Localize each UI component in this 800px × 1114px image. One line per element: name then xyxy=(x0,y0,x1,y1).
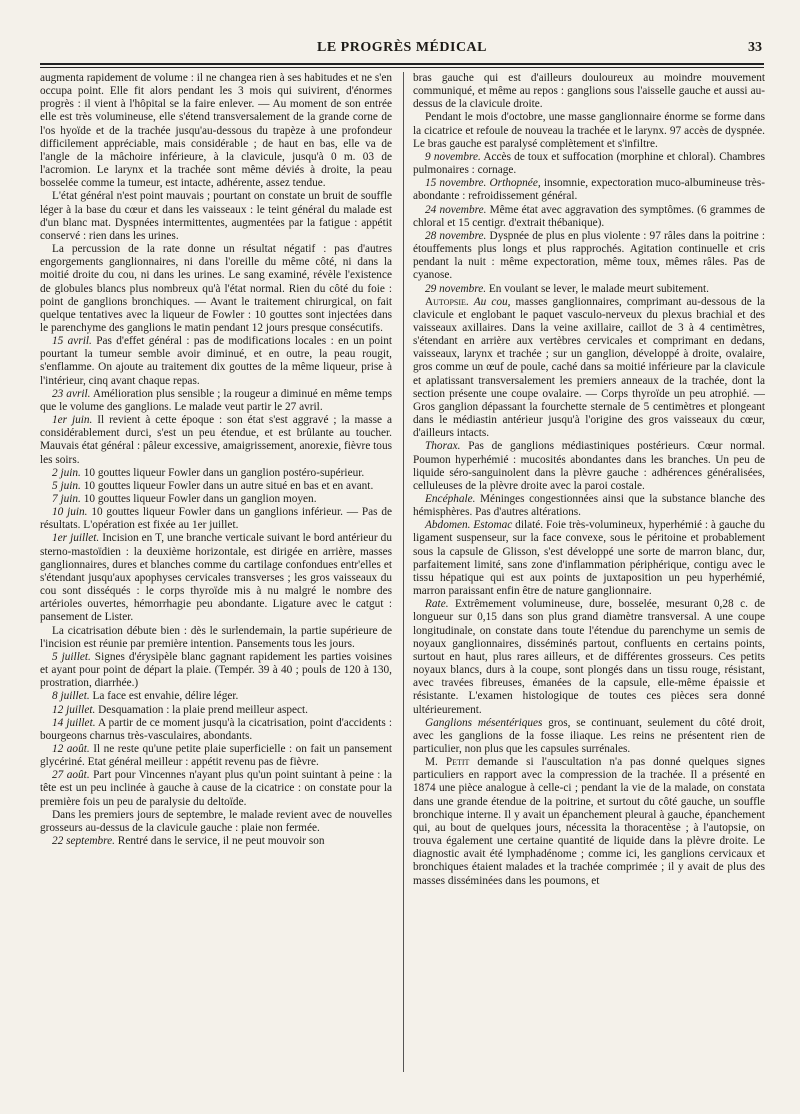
paragraph xyxy=(40,704,392,717)
entry-heading: Abdomen. Estomac xyxy=(425,519,513,532)
paragraph xyxy=(413,717,765,756)
paragraph-text: bras gauche qui est d'ailleurs douloureux au moindre mouvement communiqué, et même au repos : ganglions sous l'aisselle gauche et aussi au-dessus de la clavicule droite. xyxy=(413,72,765,111)
paragraph-text: Rentré dans le service, il ne peut mouvoir son xyxy=(117,835,325,848)
entry-heading: 12 juillet. xyxy=(52,703,96,716)
paragraph-text: demande si l'auscultation n'a pas donné quelques signes particuliers en rapport avec la compression de la trachée. Il a présenté en 1874 une pièce analogue à celle-ci ; pendant la vie de la malade, on constata dans une grande étendue de la poitrine, et surtout du côté gauche, un souffle bronchique interne. Il y avait un épanchement pleural à gauche, épanchement qui, au bout de quelques jours, nécessita la thoracentèse ; à l'autopsie, on trouva également une certaine quantité de liquide dans la plèvre droite. Le diagnostic avait été lymphadénome ; comme ici, les ganglions cervicaux et bronchiques étaient malades et la trachée comprimée ; il y avait de plus des masses disséminées dans les poumons, et xyxy=(413,756,765,887)
entry-heading: 14 juillet. xyxy=(52,716,96,729)
paragraph-text: La face est envahie, délire léger. xyxy=(92,690,239,703)
paragraph xyxy=(413,598,765,716)
paragraph-text: 10 gouttes liqueur Fowler dans un autre situé en bas et en avant. xyxy=(83,479,374,492)
left-column xyxy=(40,72,392,1082)
paragraph-text: dilaté. Foie très-volumineux, hyperhémié : à gauche du ligament suspenseur, sur la face convexe, sous le péritoine et probablement sous la capsule de Glisson, s'est développé une sorte de marron blanc, dur, parfaitement limité, sans zone d'inflammation périphérique, contigu avec le tissu hépatique qui est aux points de juxtaposition un peu hyperhémié, marron paraissant enfin être de nature ganglionnaire. xyxy=(413,519,765,598)
paragraph-text: Dans les premiers jours de septembre, le malade revient avec de nouvelles grosseurs au-dessus de la clavicule gauche : plaie non fermée. xyxy=(40,808,392,834)
paragraph-lead: Autopsie. xyxy=(425,295,469,308)
paragraph-text: Pas d'effet général : pas de modifications locales : en un point pourtant la tumeur semble avoir diminué, et en outre, la peau rougit, s'enflamme. On ajoute au traitement dix gouttes de la même liqueur, prise à l'intérieur, cinq avant chaque repas. xyxy=(40,335,392,387)
header-rule-thin xyxy=(40,67,764,68)
paragraph-text: Dyspnée de plus en plus violente : 97 râles dans la poitrine : étouffements plus longs et plus rapprochés. Agitation continuelle et cris pendant la nuit : même expectoration, même toux, mêmes râles. Pas de cyanose. xyxy=(413,229,765,282)
entry-heading: Thorax. xyxy=(425,440,461,453)
paragraph-text: Amélioration plus sensible ; la rougeur a diminué en même temps que le volume des ganglions. Le malade veut partir le 27 avril. xyxy=(40,387,392,413)
paragraph-text: Accès de toux et suffocation (morphine et chloral). Chambres pulmonaires : cornage. xyxy=(413,150,765,177)
entry-heading: 29 novembre. xyxy=(425,282,487,295)
paragraph xyxy=(40,414,392,467)
paragraph-text: La cicatrisation débute bien : dès le surlendemain, la partie supérieure de l'incision est réunie par première intention. Pansements tous les jours. xyxy=(40,624,392,650)
paragraph xyxy=(413,283,765,296)
entry-heading: Au cou, xyxy=(473,295,511,308)
paragraph-text: A partir de ce moment jusqu'à la cicatrisation, point d'accidents : bourgeons charnus très-vasculaires, abondants. xyxy=(40,716,392,742)
right-column xyxy=(413,72,765,1082)
entry-heading: 28 novembre. xyxy=(425,229,487,242)
paragraph xyxy=(40,243,392,335)
paragraph-text: Part pour Vincennes n'ayant plus qu'un point suintant à peine : la tête est un peu inclinée à gauche à cause de la cicatrice : on constate pour la première fois un peu de paralysie du deltoïde. xyxy=(40,769,392,808)
paragraph xyxy=(413,756,765,888)
entry-heading: 10 juin. xyxy=(52,506,88,519)
entry-heading: 1er juin. xyxy=(52,414,93,427)
paragraph xyxy=(40,835,392,848)
paragraph-text: Il revient à cette époque : son état s'est aggravé ; la masse a considérablement durci, s'est un peu étendue, et est brûlante au toucher. Mauvais état général : pâleur excessive, amaigrissement, anorexie, fièvre tous les soirs. xyxy=(40,414,392,466)
entry-heading: 5 juin. xyxy=(52,479,81,492)
paragraph xyxy=(413,177,765,203)
entry-heading: 15 novembre. Orthopnée, xyxy=(425,177,541,190)
paragraph-text: 10 gouttes liqueur Fowler dans un ganglion postéro-supérieur. xyxy=(83,466,365,479)
paragraph-text: Extrêmement volumineuse, dure, bosselée, mesurant 0,28 c. de longueur sur 0,15 dans son plus grand diamètre transversal. A une coupe longitudinale, on constate dans toute l'étendue du parenchyme un semis de noyaux ganglionnaires, disséminés partout, confluents en certains points, surtout en haut, plus rares ailleurs, et de différentes grosseurs. Ces petits noyaux blancs, durs à la coupe, sont plongés dans un tissu rouge, résistant, avec travées fibreuses, émanées de la capsule, elle-même épaissie et résistante. L'examen histologique de toutes ces pièces sera donné ultérieurement. xyxy=(413,598,765,716)
paragraph xyxy=(40,769,392,808)
paragraph-text: Incision en T, une branche verticale suivant le bord antérieur du sterno-mastoïdien : la deuxième horizontale, est dirigée en arrière, masses ganglionnaires, dures et blanches comme du cartilage confondues entr'elles et s'étendant jusqu'aux apophyses cervicales transverses ; les gros vaisseaux du cou sont disséqués : le corps thyroïde mis à nu malgré le nombre des artérioles ouvertes, hémorrhagie peu abondante. Ligature avec le catgut : pansement de Lister. xyxy=(40,532,392,624)
entry-heading: 23 avril. xyxy=(52,387,91,400)
paragraph-text: Il ne reste qu'une petite plaie superficielle : on fait un pansement glycériné. Etat général meilleur : appétit revenu pas de fièvre. xyxy=(40,742,392,769)
paragraph xyxy=(413,72,765,111)
paragraph xyxy=(40,506,392,532)
column-divider xyxy=(403,72,404,1072)
paragraph-text: Pendant le mois d'octobre, une masse ganglionnaire énorme se forme dans la cicatrice et refoule de nouveau la trachée et le larynx. 97 accès de dyspnée. Le bras gauche est paralysé complètement et s'infiltre. xyxy=(413,111,765,150)
page-number: 33 xyxy=(748,40,762,55)
paragraph-text: augmenta rapidement de volume : il ne changea rien à ses habitudes et ne s'en occupa point. Elle fit alors pendant les 3 mois qui suivirent, d'énormes progrès : il vient à l'hôpital se la faire enlever. — Au moment de son entrée elle est très volumineuse, elle s'étend transversalement de la grande corne de l'os hyoïde et de la trachée jusqu'au-dessous du trapèze à une profondeur difficilement appréciable, mais considérable ; de haut en bas, elle va de l'angle de la mâchoire inférieure, à la clavicule, jusqu'à 0 m. 03 de l'acromion. Le larynx et la trachée sont même déviés à droite, la peau bosselée comme la tumeur, est intacte, adhérente, assez tendue. xyxy=(40,72,392,190)
entry-heading: 27 août. xyxy=(52,769,90,782)
paragraph xyxy=(40,480,392,493)
paragraph xyxy=(40,493,392,506)
paragraph-text: La percussion de la rate donne un résultat négatif : pas d'autres engorgements ganglionnaires, ni dans l'oreille du même côté, ni dans la moitié droite du cou, ni dans les urines. Le sang examiné, révèle l'existence de globules blancs plus nombreux qu'à l'état normal. Rien du côté du foie : point de ganglions bronchiques. — Avant le traitement chirurgical, on fait quelque tentatives avec la liqueur de Fowler : 10 gouttes sont injectées dans le parenchyme des ganglions le matin pendant 12 jours presque consécutifs. xyxy=(40,243,392,334)
paragraph-text: 10 gouttes liqueur Fowler dans un ganglion moyen. xyxy=(83,493,317,505)
paragraph-text: gros, se continuant, seulement du côté droit, avec les ganglions de la fosse iliaque. Les reins ne présentent rien de particulier, non plus que les capsules surrénales. xyxy=(413,716,765,755)
journal-title: LE PROGRÈS MÉDICAL xyxy=(316,40,488,55)
entry-heading: Ganglions mésentériques xyxy=(425,716,543,729)
paragraph-text: Signes d'érysipèle blanc gagnant rapidement les parties voisines et ayant pour point de départ la plaie. (Tempér. 39 à 40 ; pouls de 120 à 130, prostration, diarrhée.) xyxy=(40,650,392,690)
paragraph xyxy=(413,296,765,441)
paragraph xyxy=(40,72,392,190)
paragraph-text: insomnie, expectoration muco-albumineuse très-abondante : refroidissement général. xyxy=(413,177,765,203)
paragraph xyxy=(413,440,765,493)
paragraph-text: L'état général n'est point mauvais ; pourtant on constate un bruit de souffle léger à la base du cœur et dans les vaisseaux : le teint général du malade est d'un blanc mat. Dyspnées intermittentes, augmentées par la fatigue : appétit conservé : rien dans les urines. xyxy=(40,190,392,242)
paragraph-text: Desquamation : la plaie prend meilleur aspect. xyxy=(98,703,308,716)
paragraph xyxy=(413,111,765,150)
entry-heading: 1er juillet. xyxy=(52,532,100,545)
entry-heading: 7 juin. xyxy=(52,493,81,505)
paragraph-text: Méninges congestionnées ainsi que la substance blanche des hémisphères. Pas d'autres altérations. xyxy=(413,493,765,519)
paragraph-text: masses ganglionnaires, comprimant au-dessous de la clavicule et englobant le paquet vasculo-nerveux du plexus brachial et des vaisseaux axillaires. Dans la veine axillaire, caillot de 3 à 4 centimètres, s'étendant en arrière aux vertèbres cervicales et comprimant en dedans, vaisseaux, larynx et trachée ; sur un ganglion, développé à droite, ovalaire, gros comme un œuf de poule, caché dans sa moitié inférieure par la clavicule et aplatissant transversalement les premiers anneaux de la trachée, dont la section présente une coupe ovalaire. — Corps thyroïde un peu atrophié. — Gros ganglion dépassant la fourchette sternale de 5 centimètres et plongeant dans le médiastin antérieur jusqu'à l'origine des gros vaisseaux du cœur, d'ailleurs intacts. xyxy=(413,295,765,440)
paragraph xyxy=(40,743,392,769)
paragraph xyxy=(40,625,392,651)
paragraph xyxy=(40,651,392,690)
paragraph xyxy=(40,717,392,743)
paragraph xyxy=(40,690,392,703)
paragraph xyxy=(413,204,765,230)
paragraph-text: 10 gouttes liqueur Fowler dans un ganglions inférieur. — Pas de résultats. L'opération est fixée au 1er juillet. xyxy=(40,506,392,532)
entry-heading: 5 juillet. xyxy=(52,650,91,663)
paragraph-text: En voulant se lever, le malade meurt subitement. xyxy=(488,282,709,295)
paragraph xyxy=(413,519,765,598)
entry-heading: 9 novembre. xyxy=(425,150,481,163)
paragraph xyxy=(40,532,392,624)
paragraph xyxy=(413,493,765,519)
paragraph xyxy=(413,151,765,177)
paragraph xyxy=(40,809,392,835)
paragraph xyxy=(40,388,392,414)
paragraph xyxy=(40,467,392,480)
paragraph-lead: M. Petit xyxy=(425,756,470,769)
entry-heading: Rate. xyxy=(425,598,449,611)
paragraph-text: Même état avec aggravation des symptômes. (6 grammes de chloral et 15 centigr. d'extrait thébanique). xyxy=(413,203,765,229)
paragraph xyxy=(413,230,765,283)
entry-heading: 2 juin. xyxy=(52,466,81,479)
paragraph xyxy=(40,190,392,243)
entry-heading: 12 août. xyxy=(52,742,90,755)
entry-heading: 15 avril. xyxy=(52,335,92,348)
page-header xyxy=(40,38,764,62)
entry-heading: 8 juillet. xyxy=(52,690,90,703)
entry-heading: Encéphale. xyxy=(425,493,476,505)
paragraph-text: Pas de ganglions médiastiniques postérieurs. Cœur normal. Poumon hyperhémié : mucosités abondantes dans les branches. Un peu de liquide séro-sanguinolent dans la plèvre gauche : adhérences généralisées, celluleuses de la plèvre droite avec la paroi costale. xyxy=(413,440,765,492)
header-rule-thick xyxy=(40,63,764,65)
entry-heading: 22 septembre. xyxy=(52,835,115,848)
paragraph xyxy=(40,335,392,388)
entry-heading: 24 novembre. xyxy=(425,203,487,216)
